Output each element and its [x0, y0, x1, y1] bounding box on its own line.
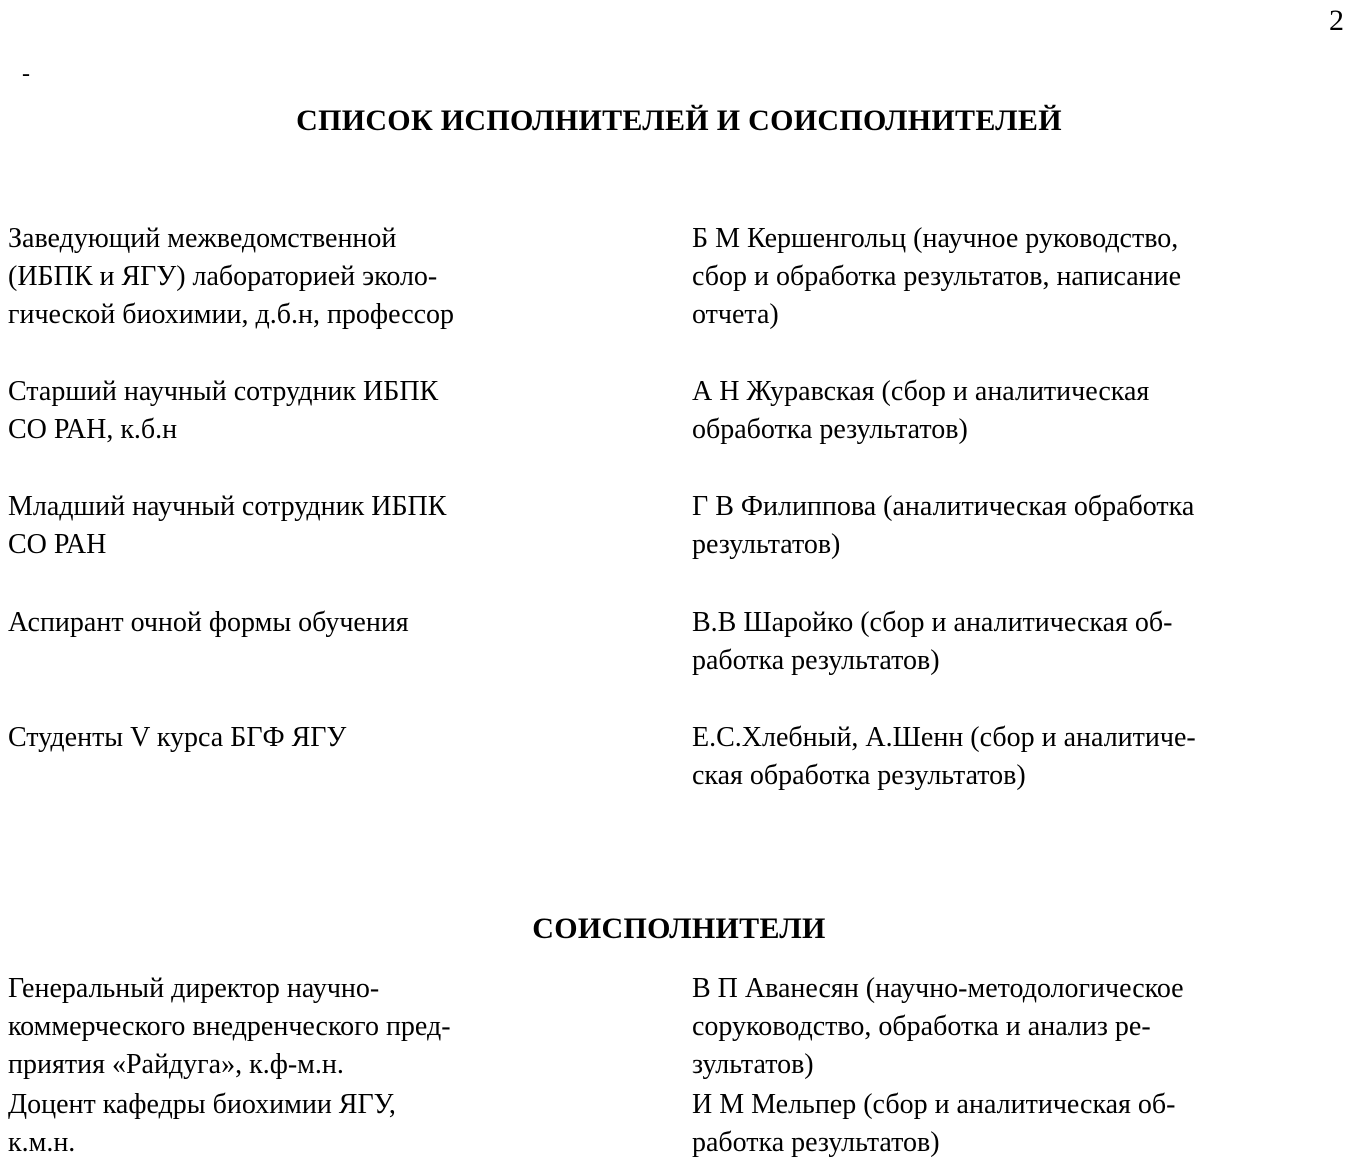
executor-role: Студенты V курса БГФ ЯГУ: [8, 722, 347, 753]
co-executor-person: И М Мельпер (сбор и аналитическая об- работка результатов): [692, 1089, 1176, 1158]
executor-person: В.В Шаройко (сбор и аналитическая об- работка результатов): [692, 607, 1173, 676]
co-executor-role: Генеральный директор научно- коммерческого внедренческого пред- приятия «Райдуга», к.ф-м.н.: [8, 973, 451, 1080]
co-executor-role: Доцент кафедры биохимии ЯГУ, к.м.н.: [8, 1089, 396, 1158]
co-executors-heading: СОИСПОЛНИТЕЛИ: [532, 912, 826, 945]
executor-role: Заведующий межведомственной (ИБПК и ЯГУ) лабораторией эколо- гической биохимии, д.б.н, профессор: [8, 223, 455, 330]
main-heading: СПИСОК ИСПОЛНИТЕЛЕЙ И СОИСПОЛНИТЕЛЕЙ: [296, 104, 1062, 137]
page-number: 2: [1329, 4, 1344, 37]
executor-person: Е.С.Хлебный, А.Шенн (сбор и аналитиче- ская обработка результатов): [692, 722, 1196, 791]
executor-role: Старший научный сотрудник ИБПК СО РАН, к.б.н: [8, 376, 439, 445]
executor-role: Аспирант очной формы обучения: [8, 607, 409, 638]
executor-person: А Н Журавская (сбор и аналитическая обработка результатов): [692, 376, 1150, 445]
stray-mark: -: [22, 61, 30, 87]
executor-role: Младший научный сотрудник ИБПК СО РАН: [8, 491, 447, 560]
executor-person: Б М Кершенгольц (научное руководство, сбор и обработка результатов, написание отчета): [692, 223, 1182, 330]
co-executor-person: В П Аванесян (научно-методологическое соруководство, обработка и анализ ре- зультатов): [692, 973, 1184, 1080]
executor-person: Г В Филиппова (аналитическая обработка результатов): [692, 491, 1195, 560]
